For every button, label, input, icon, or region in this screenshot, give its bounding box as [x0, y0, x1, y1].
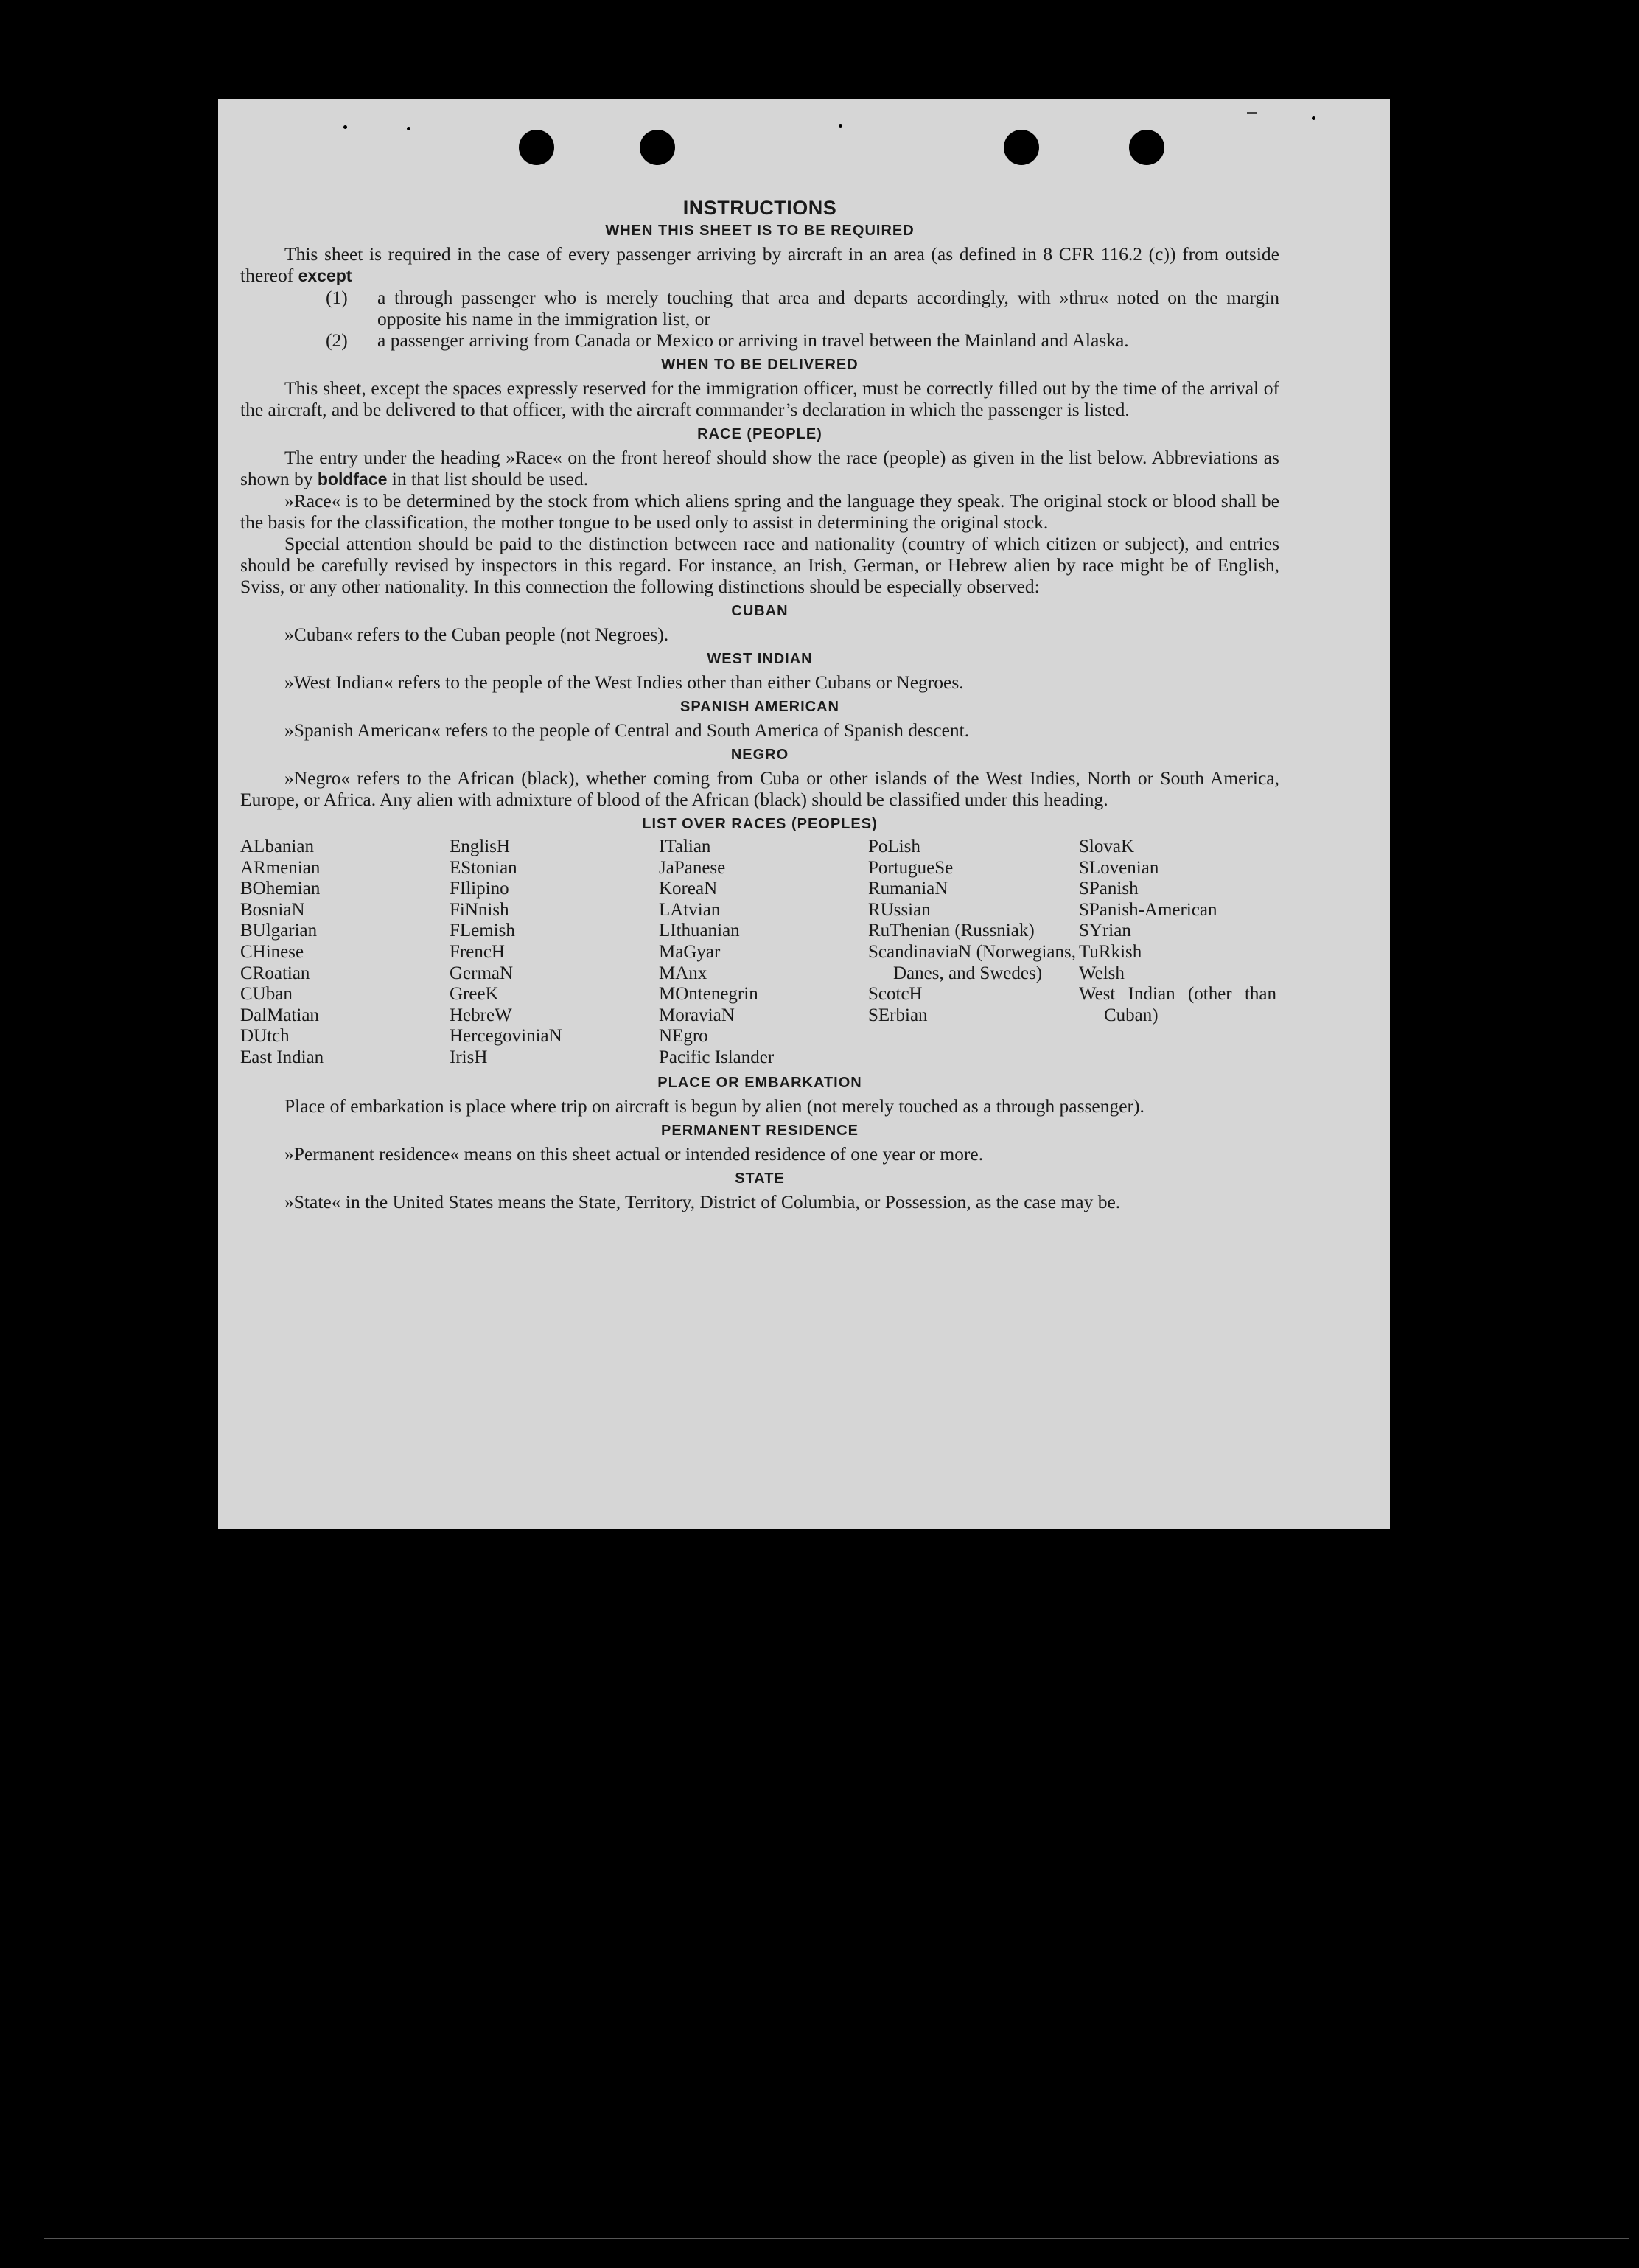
- race-entry: EnglisH: [450, 837, 510, 856]
- page-title: INSTRUCTIONS: [682, 197, 837, 219]
- race-entry: LAtvian: [659, 899, 721, 920]
- race-entry: BOhemian: [240, 879, 321, 899]
- race-entry: SPanish-American: [1079, 899, 1217, 920]
- heading-spanish-american: SPANISH AMERICAN: [679, 699, 839, 715]
- race-entry: HebreW: [450, 1005, 512, 1025]
- race-entry: RumaniaN: [868, 879, 948, 899]
- races-column: [240, 837, 450, 1069]
- embarkation-text: Place of embarkation is place where trip on aircraft is begun by alien (not merely touched as a through passenger).: [284, 1095, 1144, 1117]
- race-entry: EStonian: [450, 857, 517, 878]
- race-entry: KoreaN: [659, 879, 718, 899]
- race-entry: TuRkish: [1079, 941, 1142, 962]
- race-entry: FLemish: [450, 921, 515, 941]
- speck: [343, 125, 347, 129]
- races-column: [868, 837, 1079, 1069]
- race-entry: IrisH: [450, 1047, 488, 1067]
- race-entry: SLovenian: [1079, 857, 1159, 878]
- race-entry: JaPanese: [659, 857, 726, 878]
- race-entry: PortugueSe: [868, 857, 954, 878]
- races-column: [1079, 837, 1279, 1069]
- race-entry: FiNnish: [450, 899, 509, 920]
- race-entry: PoLish: [868, 837, 920, 856]
- race-entry: CRoatian: [240, 963, 310, 983]
- race-entry: Welsh: [1079, 963, 1125, 983]
- race-entry: West Indian (other than Cuban): [1079, 984, 1276, 1025]
- punch-hole: [640, 130, 675, 165]
- punch-hole: [519, 130, 554, 165]
- race-entry: GreeK: [450, 984, 499, 1005]
- race-entry: HercegoviniaN: [450, 1026, 562, 1047]
- speck: [1247, 112, 1257, 114]
- race-entry: BUlgarian: [240, 921, 318, 941]
- races-column: [450, 837, 659, 1069]
- race-entry: East Indian: [240, 1047, 324, 1067]
- race-entry: RuThenian (Russniak): [868, 921, 1035, 941]
- race-entry: MOntenegrin: [659, 984, 758, 1005]
- heading-negro: NEGRO: [730, 747, 789, 763]
- punch-hole: [1004, 130, 1039, 165]
- negro-text: »Negro« refers to the African (black), whether coming from Cuba or other islands of the West Indies, North or South America, Europe, or Africa. Any alien with admixture of blood of the African (black) should be classified under this heading.: [240, 767, 1279, 810]
- heading-races-list: LIST OVER RACES (PEOPLES): [642, 816, 878, 832]
- race-entry: ARmenian: [240, 857, 321, 878]
- state-text: »State« in the United States means the State, Territory, District of Columbia, or Possession, as the case may be.: [284, 1190, 1121, 1212]
- cuban-text: »Cuban« refers to the Cuban people (not Negroes).: [284, 624, 669, 645]
- spanish-american-text: »Spanish American« refers to the people of Central and South America of Spanish descent.: [284, 719, 970, 741]
- races-column: [659, 837, 868, 1069]
- punch-hole: [1129, 130, 1164, 165]
- scan-edge-line: [44, 2238, 1629, 2239]
- race-entry: DalMatian: [240, 1005, 319, 1025]
- heading-residence: PERMANENT RESIDENCE: [661, 1122, 859, 1139]
- race-entry: CUban: [240, 984, 293, 1005]
- race-entry: GermaN: [450, 963, 514, 983]
- race-entry: SPanish: [1079, 879, 1139, 899]
- race-entry: FrencH: [450, 941, 505, 962]
- instructions-content: [240, 199, 1279, 1212]
- heading-embarkation: PLACE OR EMBARKATION: [657, 1074, 862, 1091]
- race-entry: SYrian: [1079, 921, 1131, 941]
- when-required-intro: This sheet is required in the case of every passenger arriving by aircraft in an area (as defined in 8 CFR 116.2 (c)) from outside thereof except: [240, 243, 1279, 286]
- race-entry: ALbanian: [240, 837, 314, 856]
- race-entry: LIthuanian: [659, 921, 740, 941]
- race-entry: SlovaK: [1079, 837, 1134, 856]
- races-list: [240, 837, 1279, 1069]
- race-paragraph-3: Special attention should be paid to the distinction between race and nationality (country of which citizen or subject), and entries should be carefully revised by inspectors in this regard. For instance, an Irish, German, or Hebrew alien by race might be of English, Sviss, or any other nationality. In this connection the following distinctions should be especially observed:: [240, 533, 1279, 597]
- race-entry: ITalian: [659, 837, 711, 856]
- race-entry: SErbian: [868, 1005, 928, 1025]
- race-entry: MoraviaN: [659, 1005, 735, 1025]
- race-entry: NEgro: [659, 1026, 708, 1047]
- heading-west-indian: WEST INDIAN: [707, 651, 813, 667]
- race-entry: FIlipino: [450, 879, 509, 899]
- heading-when-required: WHEN THIS SHEET IS TO BE REQUIRED: [605, 223, 915, 239]
- heading-race: RACE (PEOPLE): [697, 426, 822, 442]
- race-paragraph-2: »Race« is to be determined by the stock from which aliens spring and the language they speak. The original stock or blood shall be the basis for the classification, the mother tongue to be used only to assist in determining the original stock.: [240, 490, 1279, 533]
- exception-item: (2) a passenger arriving from Canada or Mexico or arriving in travel between the Mainland and Alaska.: [326, 329, 1129, 351]
- race-entry: Pacific Islander: [659, 1047, 775, 1067]
- race-entry: DUtch: [240, 1026, 290, 1047]
- heading-when-delivered: WHEN TO BE DELIVERED: [661, 357, 859, 373]
- residence-text: »Permanent residence« means on this sheet actual or intended residence of one year or more.: [284, 1142, 984, 1165]
- heading-cuban: CUBAN: [731, 603, 789, 619]
- race-entry: ScandinaviaN (Norwegians, Danes, and Swedes): [868, 941, 1076, 983]
- exception-item: (1) a through passenger who is merely touching that area and departs accordingly, with »thru« noted on the margin opposite his name in the immigration list, or: [326, 287, 1279, 329]
- speck: [407, 127, 410, 130]
- race-entry: MaGyar: [659, 941, 721, 962]
- race-entry: RUssian: [868, 899, 931, 920]
- heading-state: STATE: [735, 1170, 785, 1187]
- west-indian-text: »West Indian« refers to the people of the West Indies other than either Cubans or Negroes.: [284, 671, 964, 693]
- race-entry: ScotcH: [868, 984, 923, 1005]
- race-entry: MAnx: [659, 963, 707, 983]
- speck: [839, 124, 842, 128]
- race-entry: CHinese: [240, 941, 304, 962]
- speck: [1312, 116, 1315, 120]
- race-paragraph-1: The entry under the heading »Race« on the front hereof should show the race (people) as given in the list below. Abbreviations as shown by boldface in that list should be used.: [240, 447, 1279, 489]
- race-entry: BosniaN: [240, 899, 305, 920]
- when-delivered-text: This sheet, except the spaces expressly reserved for the immigration officer, must be correctly filled out by the time of the arrival of the aircraft, and be delivered to that officer, with the aircraft commander’s declaration in which the passenger is listed.: [240, 377, 1279, 420]
